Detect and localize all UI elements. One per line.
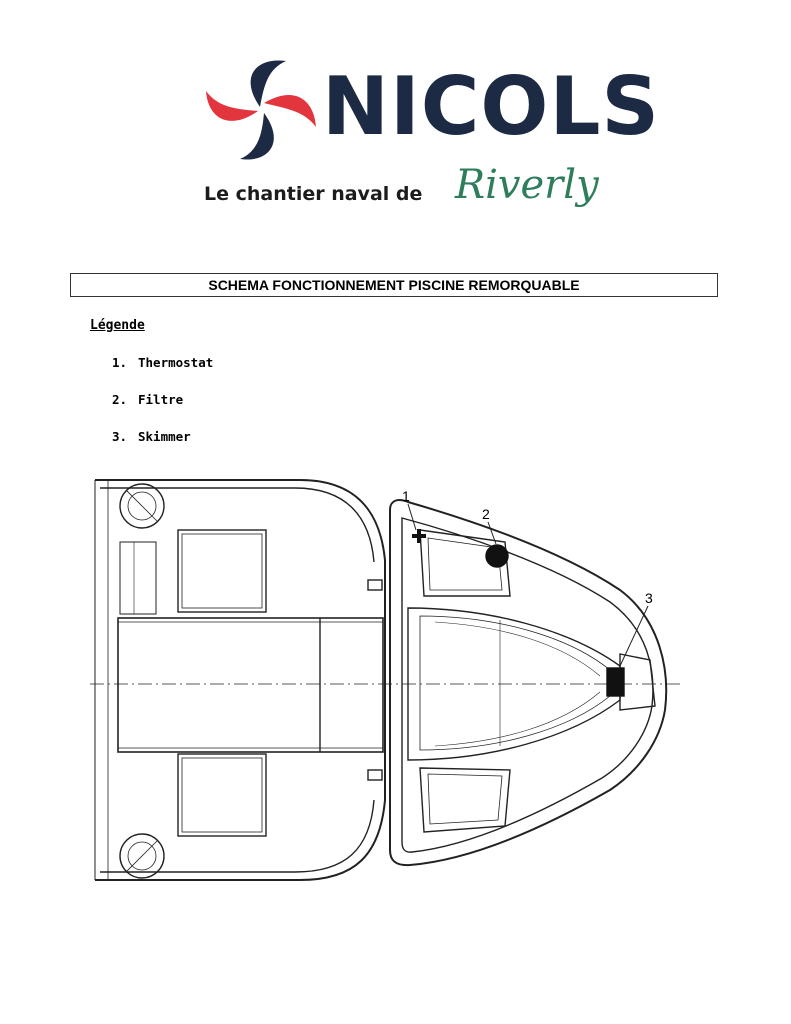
legend-item-label: Thermostat	[138, 355, 214, 370]
callout-3: 3	[645, 590, 653, 606]
legend-title: Légende	[90, 318, 145, 333]
pool-schematic-diagram	[90, 470, 680, 905]
legend-item-number: 2.	[112, 392, 128, 407]
legend-list	[112, 354, 213, 465]
document-title-text: SCHEMA FONCTIONNEMENT PISCINE REMORQUABLE	[208, 277, 580, 293]
callout-1: 1	[402, 488, 410, 504]
legend-item	[112, 391, 213, 428]
brand-name: NICOLS	[322, 60, 661, 153]
legend-item-number: 3.	[112, 429, 128, 444]
callout-2: 2	[482, 506, 490, 522]
document-title	[70, 273, 718, 297]
legend-item-label: Filtre	[138, 392, 184, 407]
riverly-logo: Riverly	[455, 162, 599, 208]
tagline: Le chantier naval de	[204, 183, 423, 205]
legend-item-label: Skimmer	[138, 429, 191, 444]
legend-item	[112, 428, 213, 465]
nicols-swirl-icon	[198, 55, 328, 165]
legend-item	[112, 354, 213, 391]
legend-item-number: 1.	[112, 355, 128, 370]
